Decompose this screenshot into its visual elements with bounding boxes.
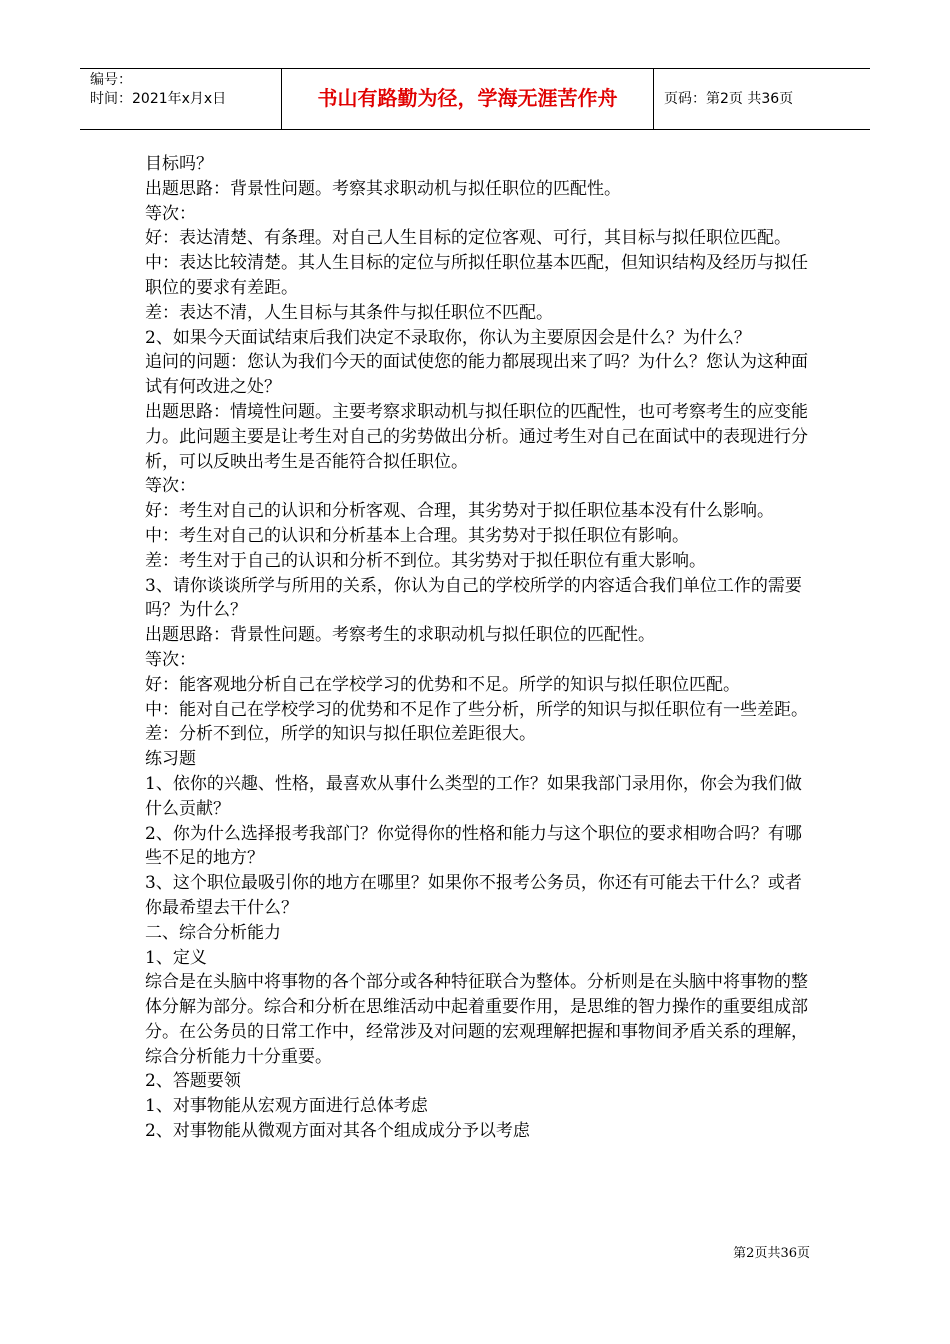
body-paragraph: 等次： bbox=[145, 476, 196, 497]
body-paragraph: 2、你为什么选择报考我部门？你觉得你的性格和能力与这个职位的要求相吻合吗？有哪些不足的地方？ bbox=[145, 823, 802, 869]
body-paragraph: 追问的问题：您认为我们今天的面试使您的能力都展现出来了吗？为什么？您认为这种面试有何改进之处？ bbox=[145, 352, 808, 398]
body-paragraph: 好：能客观地分析自己在学校学习的优势和不足。所学的知识与拟任职位匹配。 bbox=[145, 674, 740, 695]
body-paragraph: 差：表达不清，人生目标与其条件与拟任职位不匹配。 bbox=[145, 302, 553, 323]
body-paragraph: 3、请你谈谈所学与所用的关系，你认为自己的学校所学的内容适合我们单位工作的需要吗？为什么？ bbox=[145, 575, 802, 621]
body-paragraph: 中：表达比较清楚。其人生目标的定位与所拟任职位基本匹配，但知识结构及经历与拟任职位的要求有差距。 bbox=[145, 253, 808, 298]
body-paragraph: 中：考生对自己的认识和分析基本上合理。其劣势对于拟任职位有影响。 bbox=[145, 525, 689, 546]
subsection-heading: 1、定义 bbox=[145, 947, 207, 968]
body-paragraph: 1、对事物能从宏观方面进行总体考虑 bbox=[145, 1096, 428, 1117]
header-page-info: 页码：第2页 共36页 bbox=[664, 91, 794, 107]
body-paragraph: 等次： bbox=[145, 649, 196, 670]
body-paragraph: 目标吗？ bbox=[145, 154, 213, 174]
document-body bbox=[145, 152, 815, 1144]
header-motto-cell bbox=[281, 69, 654, 129]
page-header bbox=[80, 68, 870, 130]
body-paragraph: 好：表达清楚、有条理。对自己人生目标的定位客观、可行，其目标与拟任职位匹配。 bbox=[145, 228, 791, 249]
body-paragraph: 好：考生对自己的认识和分析客观、合理，其劣势对于拟任职位基本没有什么影响。 bbox=[145, 501, 774, 522]
body-paragraph: 等次： bbox=[145, 203, 196, 224]
body-paragraph: 出题思路：背景性问题。考察考生的求职动机与拟任职位的匹配性。 bbox=[145, 625, 655, 646]
section-heading: 二、综合分析能力 bbox=[145, 922, 281, 943]
header-page-cell bbox=[654, 69, 870, 129]
body-paragraph: 出题思路：背景性问题。考察其求职动机与拟任职位的匹配性。 bbox=[145, 178, 621, 199]
document-date: 时间：2021年x月x日 bbox=[90, 91, 227, 107]
page-footer-number: 第2页共36页 bbox=[733, 1246, 810, 1261]
header-meta-cell bbox=[80, 69, 280, 129]
body-paragraph: 1、依你的兴趣、性格，最喜欢从事什么类型的工作？如果我部门录用你，你会为我们做什么贡献？ bbox=[145, 773, 802, 819]
body-paragraph: 2、如果今天面试结束后我们决定不录取你，你认为主要原因会是什么？为什么？ bbox=[145, 327, 751, 348]
section-heading: 练习题 bbox=[145, 749, 196, 770]
document-number-label: 编号： bbox=[90, 72, 132, 88]
body-paragraph: 2、对事物能从微观方面对其各个组成成分予以考虑 bbox=[145, 1121, 530, 1142]
body-paragraph: 综合是在头脑中将事物的各个部分或各种特征联合为整体。分析则是在头脑中将事物的整体分解为部分。综合和分析在思维活动中起着重要作用，是思维的智力操作的重要组成部分。在公务员的日常工作中，经常涉及对问题的宏观理解把握和事物间矛盾关系的理解，综合分析能力十分重要。 bbox=[145, 972, 808, 1067]
body-paragraph: 差：分析不到位，所学的知识与拟任职位差距很大。 bbox=[145, 724, 536, 745]
body-paragraph: 差：考生对于自己的认识和分析不到位。其劣势对于拟任职位有重大影响。 bbox=[145, 550, 706, 571]
subsection-heading: 2、答题要领 bbox=[145, 1071, 241, 1092]
header-motto: 书山有路勤为径，学海无涯苦作舟 bbox=[317, 86, 618, 110]
body-paragraph: 出题思路：情境性问题。主要考察求职动机与拟任职位的匹配性，也可考察考生的应变能力。此问题主要是让考生对自己的劣势做出分析。通过考生对自己在面试中的表现进行分析，可以反映出考生是否能符合拟任职位。 bbox=[145, 401, 808, 472]
body-paragraph: 中：能对自己在学校学习的优势和不足作了些分析，所学的知识与拟任职位有一些差距。 bbox=[145, 699, 808, 720]
body-paragraph: 3、这个职位最吸引你的地方在哪里？如果你不报考公务员，你还有可能去干什么？或者你最希望去干什么？ bbox=[145, 873, 802, 918]
